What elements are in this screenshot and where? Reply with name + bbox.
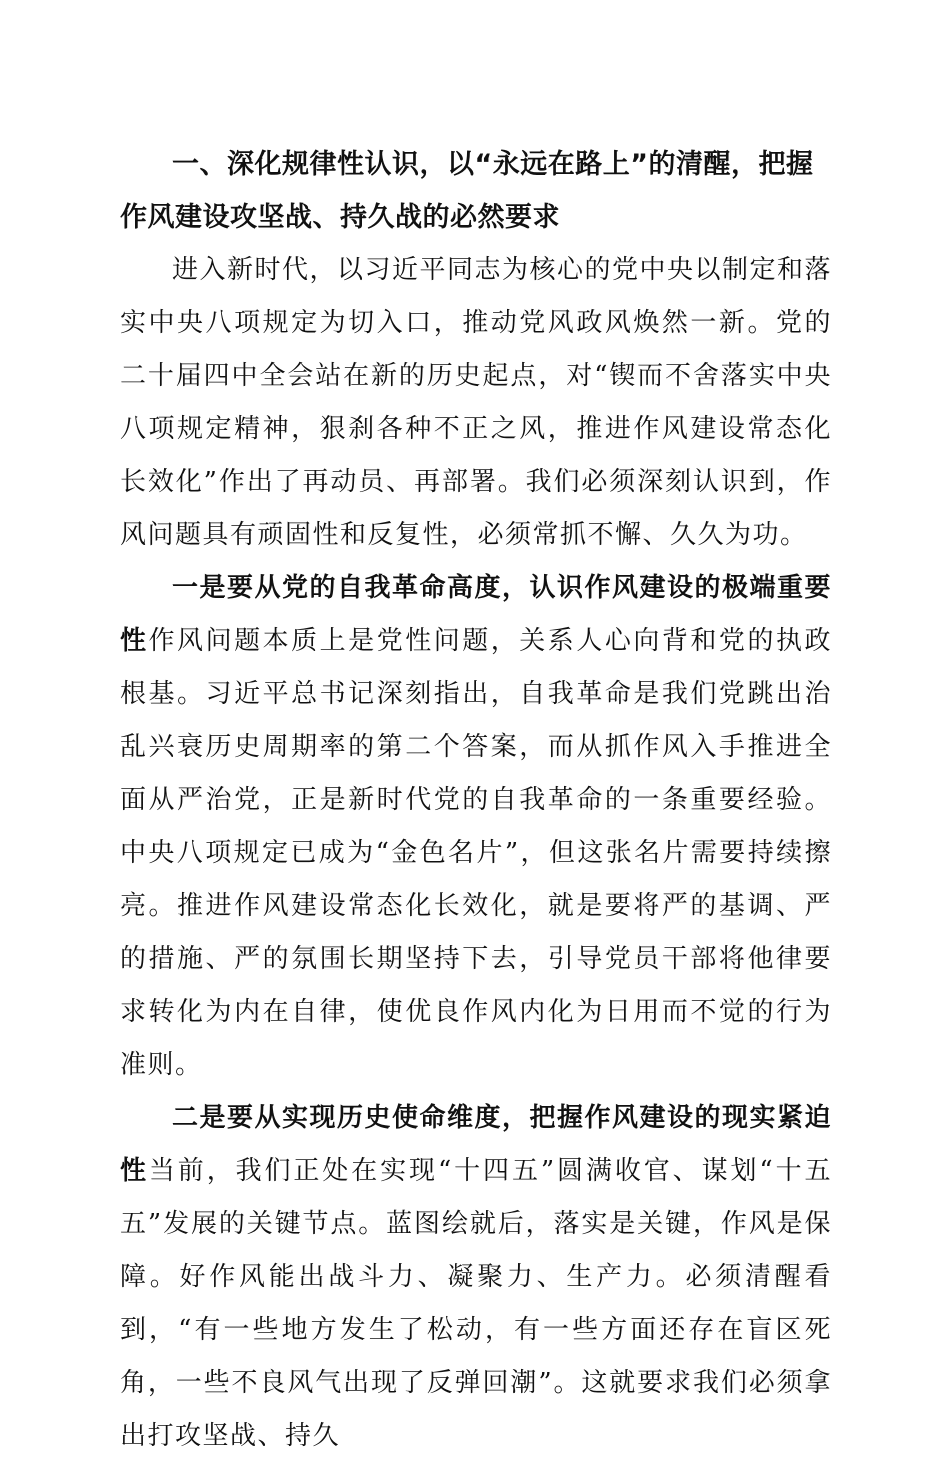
point-one-body: 作风问题本质上是党性问题，关系人心向背和党的执政根基。习近平总书记深刻指出，自我革命是我们党跳出治乱兴衰历史周期率的第二个答案，而从抓作风入手推进全面从严治党，正是新时代党的自我革命的一条重要经验。中央八项规定已成为“金色名片”，但这张名片需要持续擦亮。推进作风建设常态化长效化，就是要将严的基调、严的措施、严的氛围长期坚持下去，引导党员干部将他律要求转化为内在自律，使优良作风内化为日用而不觉的行为准则。: [120, 626, 832, 1080]
point-two-lead: 二是要从实现历史使命维度，把握作风建设的现实紧迫性: [120, 1103, 833, 1186]
point-one-paragraph: [120, 562, 832, 1092]
point-two-body: 当前，我们正处在实现“十四五”圆满收官、谋划“十五五”发展的关键节点。蓝图绘就后，落实是关键，作风是保障。好作风能出战斗力、凝聚力、生产力。必须清醒看到，“有一些地方发生了松动，有一些方面还存在盲区死角，一些不良风气出现了反弹回潮”。这就要求我们必须拿出打攻坚战、持久: [120, 1156, 832, 1451]
section-heading: 一、深化规律性认识，以“永远在路上”的清醒，把握作风建设攻坚战、持久战的必然要求: [120, 149, 814, 233]
document-body: [120, 138, 832, 1463]
point-one-lead: 一是要从党的自我革命高度，认识作风建设的极端重要性: [120, 573, 833, 656]
intro-paragraph: 进入新时代，以习近平同志为核心的党中央以制定和落实中央八项规定为切入口，推动党风政风焕然一新。党的二十届四中全会站在新的历史起点，对“锲而不舍落实中央八项规定精神，狠刹各种不正之风，推进作风建设常态化长效化”作出了再动员、再部署。我们必须深刻认识到，作风问题具有顽固性和反复性，必须常抓不懈、久久为功。: [120, 255, 833, 550]
point-two-paragraph: [120, 1092, 832, 1463]
